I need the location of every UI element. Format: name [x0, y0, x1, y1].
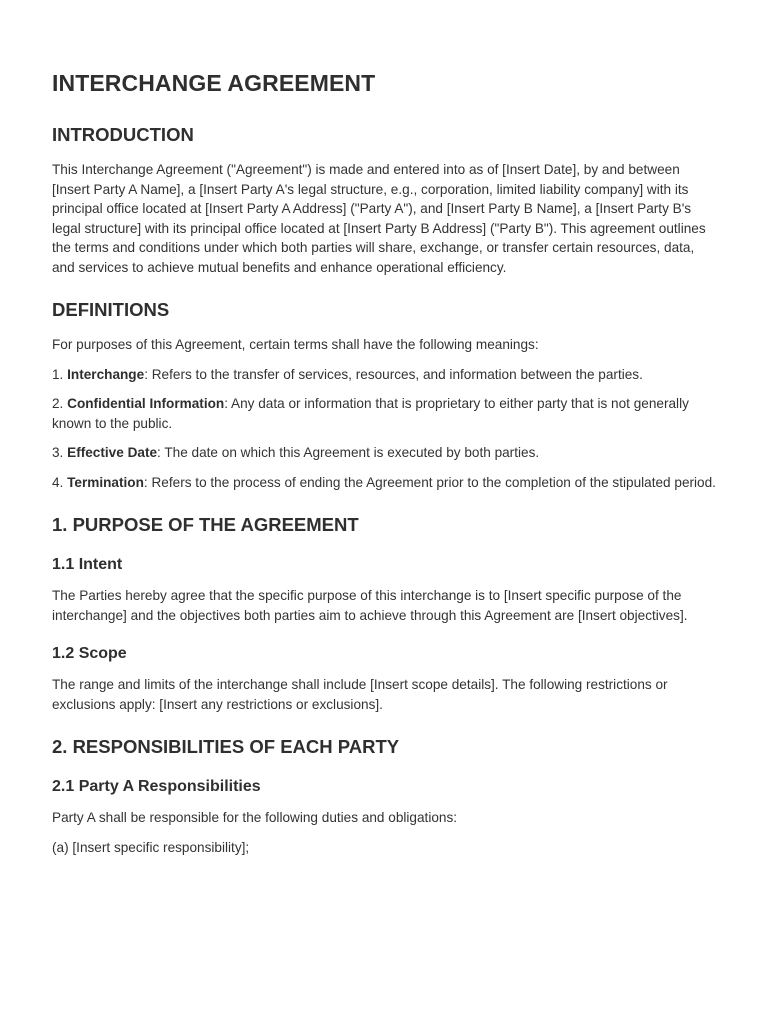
introduction-heading: INTRODUCTION: [52, 124, 194, 145]
definition-item: [52, 443, 718, 463]
definition-item: [52, 365, 718, 385]
definition-item: [52, 394, 718, 433]
definition-term: Effective Date: [67, 445, 158, 460]
definition-text: : Refers to the transfer of services, resources, and information between the parties.: [144, 366, 643, 382]
scope-heading: 1.2 Scope: [52, 645, 127, 662]
purpose-heading: 1. PURPOSE OF THE AGREEMENT: [52, 514, 359, 535]
intent-paragraph: The Parties hereby agree that the specific purpose of this interchange is to [Insert specific purpose of the interchange] and the objectives both parties aim to achieve through this Agreement are [Insert objectives].: [52, 588, 688, 623]
definition-number: 2.: [52, 396, 68, 411]
definition-term: Confidential Information: [67, 396, 225, 411]
definition-text: : Refers to the process of ending the Agreement prior to the completion of the stipulated period.: [143, 474, 716, 490]
definitions-section: [52, 299, 718, 492]
definition-text: : The date on which this Agreement is executed by both parties.: [157, 445, 540, 460]
definition-term: Interchange: [67, 366, 145, 382]
definition-item: [52, 473, 718, 493]
party-a-subsection: [52, 778, 718, 857]
introduction-paragraph: This Interchange Agreement ("Agreement") is made and entered into as of [Insert Date], by and between [Insert Party A Name], a [Insert Party A's legal structure, e.g., corporation, limited liability company] with its principal office located at [Insert Party A Address] ("Party A"), and [Insert Party B Name], a [Insert Party B's legal structure] with its principal office located at [Insert Party B Address] ("Party B"). This agreement outlines the terms and conditions under which both parties will share, exchange, or transfer certain resources, data, and services to achieve mutual benefits and enhance operational efficiency.: [52, 162, 706, 275]
definitions-heading: DEFINITIONS: [52, 299, 170, 320]
document-title: INTERCHANGE AGREEMENT: [52, 70, 376, 96]
responsibilities-section: [52, 736, 718, 857]
intent-subsection: [52, 556, 718, 625]
definition-number: 3.: [52, 445, 68, 460]
definition-term: Termination: [67, 474, 144, 490]
purpose-section: [52, 514, 718, 714]
scope-subsection: [52, 645, 718, 714]
definition-number: 4.: [52, 474, 68, 490]
party-a-lead: Party A shall be responsible for the following duties and obligations:: [52, 810, 458, 825]
definition-text: : Any data or information that is proprietary to either party that is not generally known to the public.: [52, 396, 689, 431]
responsibilities-heading: 2. RESPONSIBILITIES OF EACH PARTY: [52, 736, 400, 757]
definitions-lead: For purposes of this Agreement, certain terms shall have the following meanings:: [52, 337, 539, 352]
scope-paragraph: The range and limits of the interchange shall include [Insert scope details]. The following restrictions or exclusions apply: [Insert any restrictions or exclusions].: [52, 677, 668, 712]
party-a-heading: 2.1 Party A Responsibilities: [52, 778, 261, 795]
intent-heading: 1.1 Intent: [52, 556, 123, 573]
party-a-item: (a) [Insert specific responsibility];: [52, 839, 250, 855]
definition-number: 1.: [52, 366, 68, 382]
